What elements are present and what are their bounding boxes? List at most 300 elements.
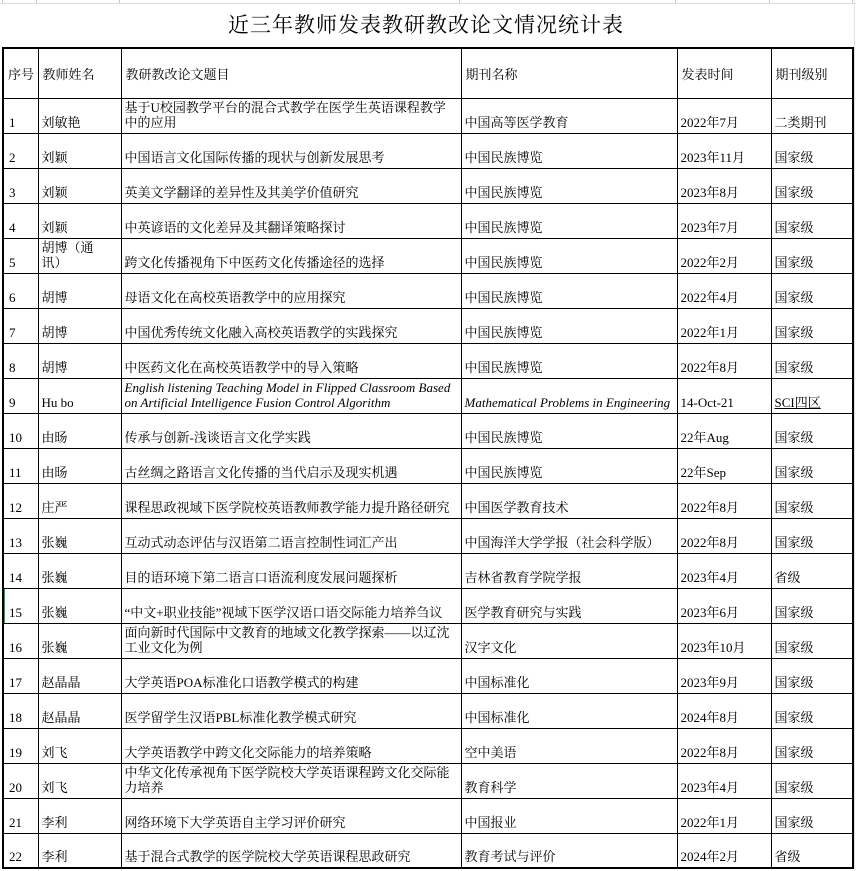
- gridline-tick: [769, 0, 770, 3]
- cell-text: 10: [9, 429, 22, 445]
- cell-date[interactable]: [677, 798, 771, 833]
- column-header[interactable]: 教师姓名: [38, 48, 121, 98]
- cell-journal[interactable]: [461, 728, 677, 763]
- cell-text: 5: [9, 254, 16, 270]
- cell-text: 课程思政视域下医学院校英语教师教学能力提升路径研究: [124, 499, 450, 515]
- cell-text: “中文+职业技能”视域下医学汉语口语交际能力培养刍议: [124, 604, 443, 620]
- selection-border: [3, 588, 5, 623]
- cell-serial[interactable]: [3, 798, 38, 833]
- cell-serial[interactable]: [3, 833, 38, 868]
- cell-text: 国家级: [774, 534, 814, 550]
- cell-text: 李利: [41, 849, 68, 864]
- cell-text: 大学英语教学中跨文化交际能力的培养策略: [124, 744, 372, 760]
- cell-text: 国家级: [774, 779, 814, 795]
- cell-level[interactable]: [771, 238, 853, 273]
- cell-text: 6: [9, 289, 16, 305]
- cell-paper-title[interactable]: [121, 343, 461, 378]
- cell-journal[interactable]: [461, 658, 677, 693]
- cell-text: 2023年6月: [680, 604, 740, 620]
- gridline-tick: [852, 0, 853, 3]
- cell-text: 中国民族博览: [464, 149, 543, 165]
- selection-border: [3, 588, 10, 589]
- cell-text: 2023年4月: [680, 569, 740, 585]
- cell-paper-title[interactable]: [121, 98, 461, 133]
- selection-border: [3, 623, 10, 624]
- cell-text: 国家级: [774, 709, 814, 725]
- cell-text: 14: [9, 569, 22, 585]
- cell-text: 大学英语POA标准化口语教学模式的构建: [124, 674, 359, 690]
- cell-text: 目的语环境下第二语言口语流利度发展问题探析: [124, 569, 398, 585]
- cell-text: 3: [9, 184, 16, 200]
- cell-text: 李利: [41, 814, 68, 830]
- cell-text: 省级: [774, 849, 801, 864]
- cell-level[interactable]: [771, 273, 853, 308]
- cell-journal[interactable]: [461, 378, 677, 413]
- cell-teacher-name[interactable]: [38, 833, 121, 868]
- table-row: [3, 308, 853, 343]
- cell-text: 由旸: [41, 429, 68, 445]
- column-header[interactable]: 期刊级别: [771, 48, 853, 98]
- cell-text: 母语文化在高校英语教学中的应用探究: [124, 289, 346, 305]
- cell-date[interactable]: [677, 308, 771, 343]
- table-row: [3, 238, 853, 273]
- cell-text: 胡博: [41, 289, 68, 305]
- cell-level[interactable]: [771, 623, 853, 658]
- cell-text: 中国海洋大学学报（社会科学版）: [464, 534, 660, 550]
- cell-serial[interactable]: [3, 98, 38, 133]
- cell-text: 国家级: [774, 639, 814, 655]
- cell-text: 8: [9, 359, 16, 375]
- table-row: [3, 763, 853, 798]
- cell-text: 22年Aug: [680, 429, 729, 445]
- cell-text: 19: [9, 744, 22, 760]
- column-header[interactable]: 发表时间: [677, 48, 771, 98]
- cell-date[interactable]: [677, 133, 771, 168]
- cell-journal[interactable]: [461, 798, 677, 833]
- cell-serial[interactable]: [3, 308, 38, 343]
- cell-paper-title[interactable]: [121, 308, 461, 343]
- cell-level[interactable]: [771, 693, 853, 728]
- cell-text: 跨文化传播视角下中医药文化传播途径的选择: [124, 254, 385, 270]
- cell-text: 2022年7月: [680, 114, 740, 130]
- cell-text: 国家级: [774, 429, 814, 445]
- cell-date[interactable]: [677, 343, 771, 378]
- cell-serial[interactable]: [3, 728, 38, 763]
- cell-teacher-name[interactable]: [38, 238, 121, 273]
- cell-serial[interactable]: [3, 238, 38, 273]
- cell-teacher-name[interactable]: [38, 728, 121, 763]
- cell-text: 20: [9, 779, 22, 795]
- cell-level[interactable]: [771, 133, 853, 168]
- cell-text: 国家级: [774, 289, 814, 305]
- cell-text: 2022年4月: [680, 289, 740, 305]
- cell-teacher-name[interactable]: [38, 763, 121, 798]
- cell-text: Hu bo: [41, 394, 74, 410]
- cell-text: 中国民族博览: [464, 324, 543, 340]
- table-row: [3, 483, 853, 518]
- table-row: [3, 728, 853, 763]
- cell-level[interactable]: [771, 203, 853, 238]
- cell-serial[interactable]: [3, 763, 38, 798]
- cell-date[interactable]: [677, 518, 771, 553]
- cell-text: 国家级: [774, 744, 814, 760]
- cell-text: 17: [9, 674, 22, 690]
- cell-text: 刘飞: [41, 779, 68, 795]
- cell-text: 中国标准化: [464, 674, 530, 690]
- cell-level[interactable]: [771, 518, 853, 553]
- cell-text: 中英谚语的文化差异及其翻译策略探讨: [124, 219, 346, 235]
- cell-text: 国家级: [774, 499, 814, 515]
- cell-paper-title[interactable]: [121, 238, 461, 273]
- cell-teacher-name[interactable]: [38, 623, 121, 658]
- cell-text: 国家级: [774, 184, 814, 200]
- cell-text: 张巍: [41, 569, 68, 585]
- cell-text: 刘敏艳: [41, 114, 81, 130]
- cell-teacher-name[interactable]: [38, 448, 121, 483]
- cell-paper-title[interactable]: [121, 553, 461, 588]
- cell-level[interactable]: [771, 553, 853, 588]
- table-row: [3, 273, 853, 308]
- cell-journal[interactable]: [461, 413, 677, 448]
- table-row: [3, 378, 853, 413]
- cell-text: 2022年8月: [680, 744, 740, 760]
- cell-paper-title[interactable]: [121, 378, 461, 413]
- cell-text: 国家级: [774, 149, 814, 165]
- cell-text: 14-Oct-21: [680, 394, 734, 410]
- cell-text: 中医药文化在高校英语教学中的导入策略: [124, 359, 359, 375]
- cell-text: 刘颖: [41, 149, 68, 165]
- cell-journal[interactable]: [461, 448, 677, 483]
- cell-serial[interactable]: [3, 518, 38, 553]
- cell-text: 18: [9, 709, 22, 725]
- column-header[interactable]: 序号: [3, 48, 38, 98]
- cell-date[interactable]: [677, 448, 771, 483]
- cell-journal[interactable]: [461, 238, 677, 273]
- cell-date[interactable]: [677, 728, 771, 763]
- cell-text: 国家级: [774, 254, 814, 270]
- cell-journal[interactable]: [461, 273, 677, 308]
- cell-paper-title[interactable]: [121, 448, 461, 483]
- cell-teacher-name[interactable]: [38, 203, 121, 238]
- cell-text: 基于U校园教学平台的混合式教学在医学生英语课程教学中的应用: [124, 99, 446, 130]
- cell-text: 基于混合式教学的医学院校大学英语课程思政研究: [124, 849, 411, 864]
- cell-text: 中国民族博览: [464, 254, 543, 270]
- cell-journal[interactable]: [461, 203, 677, 238]
- table-row: [3, 833, 853, 868]
- cell-paper-title[interactable]: [121, 623, 461, 658]
- cell-text: 英美文学翻译的差异性及其美学价值研究: [124, 184, 359, 200]
- cell-teacher-name[interactable]: [38, 518, 121, 553]
- cell-text: 胡博（通讯）: [41, 239, 94, 270]
- cell-text: 中国报业: [464, 814, 517, 830]
- cell-paper-title[interactable]: [121, 483, 461, 518]
- cell-serial[interactable]: [3, 623, 38, 658]
- cell-serial[interactable]: [3, 133, 38, 168]
- cell-serial[interactable]: [3, 483, 38, 518]
- cell-text: 国家级: [774, 604, 814, 620]
- cell-text: 13: [9, 534, 22, 550]
- cell-teacher-name[interactable]: [38, 168, 121, 203]
- cell-level[interactable]: [771, 483, 853, 518]
- cell-text: 2022年1月: [680, 324, 740, 340]
- cell-text: 国家级: [774, 359, 814, 375]
- cell-text: 国家级: [774, 324, 814, 340]
- cell-text: 中华文化传承视角下医学院校大学英语课程跨文化交际能力培养: [124, 764, 450, 795]
- cell-date[interactable]: [677, 553, 771, 588]
- cell-text: 胡博: [41, 359, 68, 375]
- cell-text: 教育考试与评价: [464, 849, 556, 864]
- cell-journal[interactable]: [461, 343, 677, 378]
- page-title: 近三年教师发表教研教改论文情况统计表: [228, 13, 624, 37]
- cell-text: 9: [9, 394, 16, 410]
- cell-date[interactable]: [677, 763, 771, 798]
- cell-date[interactable]: [677, 378, 771, 413]
- cell-level[interactable]: [771, 168, 853, 203]
- cell-text: 2023年10月: [680, 639, 746, 655]
- cell-level[interactable]: [771, 378, 853, 413]
- cell-text: 4: [9, 219, 16, 235]
- cell-teacher-name[interactable]: [38, 798, 121, 833]
- cell-journal[interactable]: [461, 833, 677, 868]
- table-row: [3, 623, 853, 658]
- cell-text: 中国语言文化国际传播的现状与创新发展思考: [124, 149, 385, 165]
- cell-level[interactable]: [771, 833, 853, 868]
- cell-paper-title[interactable]: [121, 763, 461, 798]
- cell-text: 中国民族博览: [464, 289, 543, 305]
- cell-text: 2022年8月: [680, 359, 740, 375]
- cell-paper-title[interactable]: [121, 133, 461, 168]
- cell-text: 中国优秀传统文化融入高校英语教学的实践探究: [124, 324, 398, 340]
- cell-date[interactable]: [677, 588, 771, 623]
- cell-text: 11: [9, 464, 22, 480]
- cell-teacher-name[interactable]: [38, 553, 121, 588]
- cell-date[interactable]: [677, 693, 771, 728]
- cell-text: 国家级: [774, 464, 814, 480]
- cell-journal[interactable]: [461, 98, 677, 133]
- table-row: [3, 133, 853, 168]
- cell-text: 2022年1月: [680, 814, 740, 830]
- cell-text: 二类期刊: [774, 114, 827, 130]
- cell-text: 刘颖: [41, 184, 68, 200]
- table-row: [3, 343, 853, 378]
- header-row: [3, 48, 853, 98]
- cell-date[interactable]: [677, 833, 771, 868]
- cell-text: 2: [9, 149, 16, 165]
- table-row: [3, 448, 853, 483]
- cell-text: 医学教育研究与实践: [464, 604, 582, 620]
- cell-teacher-name[interactable]: [38, 308, 121, 343]
- gridline-tick: [119, 0, 120, 3]
- cell-paper-title[interactable]: [121, 798, 461, 833]
- cell-text: 中国民族博览: [464, 464, 543, 480]
- cell-teacher-name[interactable]: [38, 483, 121, 518]
- cell-teacher-name[interactable]: [38, 693, 121, 728]
- cell-journal[interactable]: [461, 133, 677, 168]
- cell-text: 2023年7月: [680, 219, 740, 235]
- cell-text: 中国医学教育技术: [464, 499, 569, 515]
- cell-level[interactable]: [771, 448, 853, 483]
- cell-serial[interactable]: [3, 448, 38, 483]
- cell-date[interactable]: [677, 238, 771, 273]
- table-body: [3, 98, 853, 868]
- cell-paper-title[interactable]: [121, 203, 461, 238]
- cell-teacher-name[interactable]: [38, 588, 121, 623]
- cell-text: 省级: [774, 569, 801, 585]
- papers-table: [2, 47, 854, 869]
- cell-level[interactable]: [771, 763, 853, 798]
- cell-paper-title[interactable]: [121, 588, 461, 623]
- cell-serial[interactable]: [3, 693, 38, 728]
- cell-text: 教育科学: [464, 779, 517, 795]
- cell-text: 2024年8月: [680, 709, 740, 725]
- cell-text: 刘颖: [41, 219, 68, 235]
- cell-text: 网络环境下大学英语自主学习评价研究: [124, 814, 346, 830]
- cell-text: 12: [9, 499, 22, 515]
- cell-text: 胡博: [41, 324, 68, 340]
- cell-teacher-name[interactable]: [38, 378, 121, 413]
- cell-text: 张巍: [41, 534, 68, 550]
- cell-date[interactable]: [677, 483, 771, 518]
- cell-paper-title[interactable]: [121, 273, 461, 308]
- cell-teacher-name[interactable]: [38, 133, 121, 168]
- cell-level[interactable]: [771, 308, 853, 343]
- cell-teacher-name[interactable]: [38, 343, 121, 378]
- table-row: [3, 168, 853, 203]
- cell-text: 16: [9, 639, 22, 655]
- cell-serial[interactable]: [3, 553, 38, 588]
- cell-text: 古丝绸之路语言文化传播的当代启示及现实机遇: [124, 464, 398, 480]
- cell-journal[interactable]: [461, 763, 677, 798]
- cell-text: 中国民族博览: [464, 359, 543, 375]
- cell-text: 国家级: [774, 219, 814, 235]
- cell-journal[interactable]: [461, 553, 677, 588]
- cell-paper-title[interactable]: [121, 413, 461, 448]
- cell-teacher-name[interactable]: [38, 273, 121, 308]
- cell-text: 面向新时代国际中文教育的地域文化教学探索——以辽沈工业文化为例: [124, 624, 450, 655]
- cell-text: 中国民族博览: [464, 219, 543, 235]
- table-row: [3, 413, 853, 448]
- cell-date[interactable]: [677, 273, 771, 308]
- cell-serial[interactable]: [3, 588, 38, 623]
- cell-text: 刘飞: [41, 744, 68, 760]
- cell-level[interactable]: [771, 413, 853, 448]
- cell-journal[interactable]: [461, 693, 677, 728]
- cell-paper-title[interactable]: [121, 658, 461, 693]
- cell-text: 中国高等医学教育: [464, 114, 569, 130]
- cell-level[interactable]: [771, 343, 853, 378]
- cell-date[interactable]: [677, 203, 771, 238]
- cell-text: 7: [9, 324, 16, 340]
- cell-text: 2022年8月: [680, 534, 740, 550]
- cell-journal[interactable]: [461, 483, 677, 518]
- gridline-tick: [36, 0, 37, 3]
- cell-text: 2024年2月: [680, 849, 740, 864]
- cell-text: 1: [9, 114, 16, 130]
- cell-text: 空中美语: [464, 744, 517, 760]
- cell-teacher-name[interactable]: [38, 658, 121, 693]
- table-row: [3, 798, 853, 833]
- cell-level[interactable]: [771, 98, 853, 133]
- cell-text: 2023年11月: [680, 149, 746, 165]
- gridline-tick: [2, 0, 3, 3]
- table-row: [3, 518, 853, 553]
- cell-level[interactable]: [771, 798, 853, 833]
- cell-serial[interactable]: [3, 658, 38, 693]
- table-row: [3, 588, 853, 623]
- cell-text: 庄严: [41, 499, 68, 515]
- cell-text: 中国民族博览: [464, 429, 543, 445]
- cell-text: 21: [9, 814, 22, 830]
- cell-date[interactable]: [677, 413, 771, 448]
- cell-text: 22年Sep: [680, 464, 727, 480]
- cell-text: 由旸: [41, 464, 68, 480]
- cell-text: 张巍: [41, 604, 68, 620]
- cell-text: 22: [9, 849, 22, 864]
- gridline-tick: [675, 0, 676, 3]
- cell-teacher-name[interactable]: [38, 413, 121, 448]
- table-row: [3, 658, 853, 693]
- cell-serial[interactable]: [3, 273, 38, 308]
- cell-level[interactable]: [771, 588, 853, 623]
- cell-journal[interactable]: [461, 168, 677, 203]
- cell-text: English listening Teaching Model in Flipped Classroom Based on Artificial Intelligence Fusion Control Algorithm: [124, 379, 451, 410]
- cell-serial[interactable]: [3, 203, 38, 238]
- cell-text: 2022年2月: [680, 254, 740, 270]
- cell-text: SCI四区: [774, 394, 821, 410]
- cell-text: 2023年4月: [680, 779, 740, 795]
- cell-journal[interactable]: [461, 588, 677, 623]
- cell-text: 中国民族博览: [464, 184, 543, 200]
- table-row: [3, 98, 853, 133]
- cell-date[interactable]: [677, 623, 771, 658]
- cell-serial[interactable]: [3, 378, 38, 413]
- cell-paper-title[interactable]: [121, 518, 461, 553]
- cell-text: 医学留学生汉语PBL标准化教学模式研究: [124, 709, 357, 725]
- cell-text: 2022年8月: [680, 499, 740, 515]
- cell-level[interactable]: [771, 728, 853, 763]
- cell-date[interactable]: [677, 658, 771, 693]
- cell-journal[interactable]: [461, 623, 677, 658]
- cell-journal[interactable]: [461, 308, 677, 343]
- cell-text: 2023年8月: [680, 184, 740, 200]
- cell-date[interactable]: [677, 98, 771, 133]
- cell-text: 互动式动态评估与汉语第二语言控制性词汇产出: [124, 534, 398, 550]
- cell-text: 吉林省教育学院学报: [464, 569, 582, 585]
- table-row: [3, 693, 853, 728]
- cell-journal[interactable]: [461, 518, 677, 553]
- cell-text: 赵晶晶: [41, 674, 81, 690]
- column-header[interactable]: 期刊名称: [461, 48, 677, 98]
- cell-paper-title[interactable]: [121, 693, 461, 728]
- column-header[interactable]: 教研教改论文题目: [121, 48, 461, 98]
- cell-serial[interactable]: [3, 343, 38, 378]
- cell-text: 张巍: [41, 639, 68, 655]
- cell-serial[interactable]: [3, 413, 38, 448]
- cell-date[interactable]: [677, 168, 771, 203]
- cell-paper-title[interactable]: [121, 168, 461, 203]
- cell-teacher-name[interactable]: [38, 98, 121, 133]
- right-gridline: [854, 0, 855, 871]
- cell-level[interactable]: [771, 658, 853, 693]
- cell-text: 赵晶晶: [41, 709, 81, 725]
- cell-text: Mathematical Problems in Engineering: [464, 394, 671, 410]
- table-row: [3, 203, 853, 238]
- cell-text: 传承与创新-浅谈语言文化学实践: [124, 429, 311, 445]
- cell-text: 国家级: [774, 814, 814, 830]
- cell-paper-title[interactable]: [121, 728, 461, 763]
- cell-serial[interactable]: [3, 168, 38, 203]
- cell-paper-title[interactable]: [121, 833, 461, 868]
